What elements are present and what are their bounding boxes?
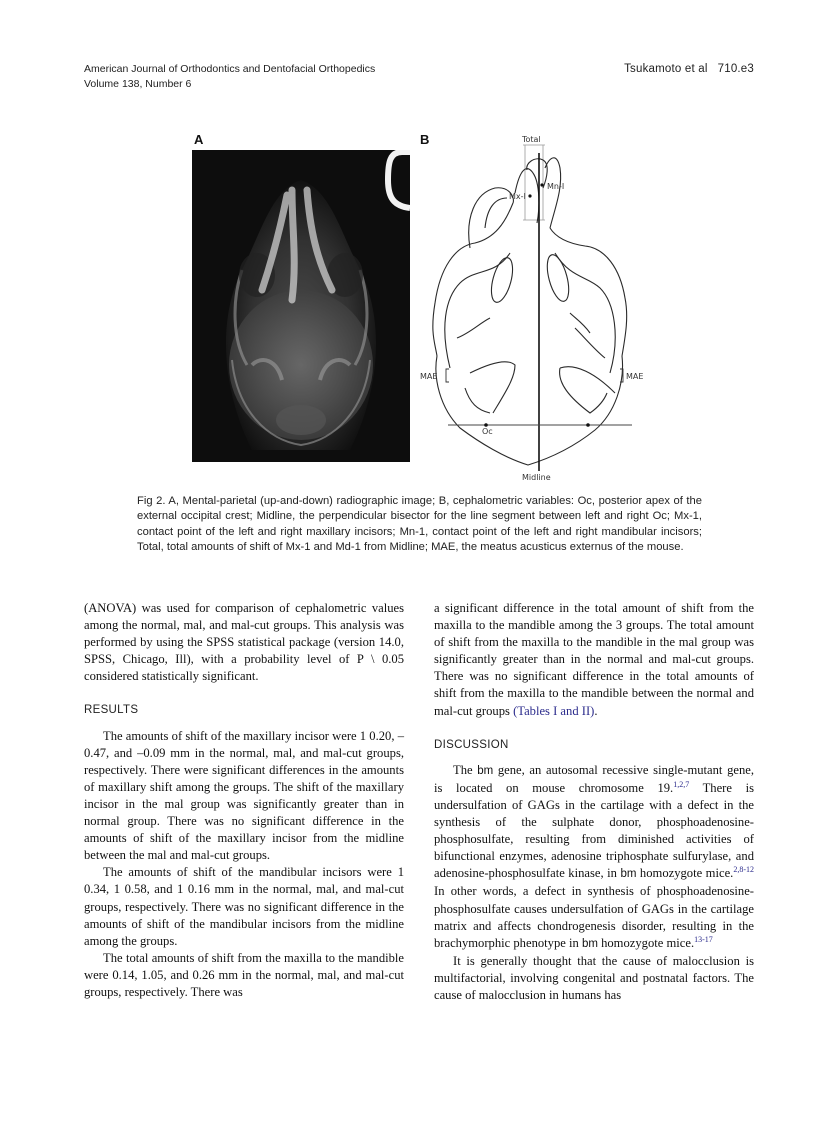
gene-symbol: bm	[477, 764, 494, 777]
journal-volume: Volume 138, Number 6	[84, 78, 192, 90]
label-total: Total	[522, 135, 541, 144]
right-column	[434, 600, 754, 1004]
citation-link[interactable]: 2,8-12	[733, 865, 754, 875]
citation-link[interactable]: 1,2,7	[673, 779, 690, 789]
gene-symbol: bm	[581, 937, 598, 950]
panel-a-label: A	[194, 132, 204, 147]
panel-b-label: B	[420, 132, 430, 147]
figure-2	[190, 128, 665, 483]
gene-symbol: bm	[620, 868, 637, 881]
radiograph-image	[192, 150, 410, 462]
results-paragraph-continued: a significant difference in the total amount of shift from the maxilla to the mandible among the 3 groups. The total amount of shift from the maxilla to the mandible in the mal group was significantly greater than in the normal and mal-cut groups. There was no significant difference in the total amounts of shift from the maxilla to the mandible between the normal and mal-cut groups (Tables I and II).	[434, 601, 754, 718]
section-heading-discussion: DISCUSSION	[434, 738, 509, 751]
figure-caption: Fig 2. A, Mental-parietal (up-and-down) radiographic image; B, cephalometric variables: Oc, posterior apex of the external occipital crest; Midline, the perpendicular bisector for the line segment between left and right Oc; Mx-1, contact point of the left and right maxillary incisors; Mn-1, contact point of the left and right mandibular incisors; Total, total amounts of shift of Mx-1 and Md-1 from Midline; MAE, the meatus acusticus externus of the mouse.	[137, 495, 702, 553]
label-midline: Midline	[522, 473, 551, 482]
holder-clip-shape	[380, 150, 410, 220]
label-mn-i: Mn-I	[547, 182, 565, 191]
results-paragraph-1: The amounts of shift of the maxillary incisor were 1 0.20, –0.47, and –0.09 mm in the normal, mal, and mal-cut groups, respectively. There were significant differences in the amounts of maxillary shift among the groups. The shift of the maxillary incisor in the mal group was significantly greater than in normal group. There was no significant difference in the amounts of shift of the maxillary incisor from the midline between the mal and mal-cut groups.	[84, 728, 404, 863]
citation-link[interactable]: 13-17	[694, 934, 713, 944]
label-mx-i: Mx-I	[509, 192, 526, 201]
author-running-head: Tsukamoto et al	[624, 63, 708, 75]
label-mae-right: MAE	[626, 372, 644, 381]
label-mae-left: MAE	[420, 372, 438, 381]
results-paragraph-2: The amounts of shift of the mandibular incisors were 1 0.34, 1 0.58, and 1 0.16 mm in the normal, mal, and mal-cut groups, respectively. There was no significant difference in the amounts of shift of the mandibular incisors from the midline among the groups.	[84, 865, 404, 948]
discussion-paragraph-1: The bm gene, an autosomal recessive single-mutant gene, is located on mouse chromosome 19.$^{1,2,7}$ There is undersulfation of GAGs in the cartilage with a defect in the synthesis of the sulphate donor, phosphoadenosine-phosphosulfate, resulting from diminished activities of bifunctional enzymes, adenosine triphosphate sulfurylase, and adenosine-phosphosulfate kinase, in bm homozygote mice.$^{2,8-12}$ In other words, a defect in synthesis of phosphoadenosine-phosphosulfate causes undersulfation of GAGs in the cartilage matrix and affects chondrogenesis disorder, resulting in the brachymorphic phenotype in bm homozygote mice.$^{13-17}$	[434, 762, 754, 950]
xray-skull-illustration	[192, 150, 410, 462]
page-number: 710.e3	[717, 63, 754, 75]
label-oc: Oc	[482, 427, 493, 436]
tables-link[interactable]: (Tables I and II)	[513, 703, 595, 718]
section-heading-results: RESULTS	[84, 704, 139, 717]
cephalometric-diagram	[415, 128, 665, 483]
journal-info	[84, 62, 375, 92]
methods-paragraph-end: (ANOVA) was used for comparison of cephalometric values among the normal, mal, and mal-cut groups. This analysis was performed by using the SPSS statistical package (version 14.0, SPSS, Chicago, Ill), with a probability level of P \ 0.05 considered statistically significant.	[84, 601, 404, 684]
results-paragraph-3: The total amounts of shift from the maxilla to the mandible were 0.14, 1.05, and 0.26 mm in the normal, mal, and mal-cut groups, respectively. There was	[84, 950, 404, 999]
discussion-paragraph-2: It is generally thought that the cause of malocclusion is multifactorial, involving congenital and postnatal factors. The cause of malocclusion in humans has	[434, 953, 754, 1002]
left-column	[84, 600, 404, 1001]
page-info	[624, 62, 754, 77]
journal-title: American Journal of Orthodontics and Dentofacial Orthopedics	[84, 63, 376, 75]
